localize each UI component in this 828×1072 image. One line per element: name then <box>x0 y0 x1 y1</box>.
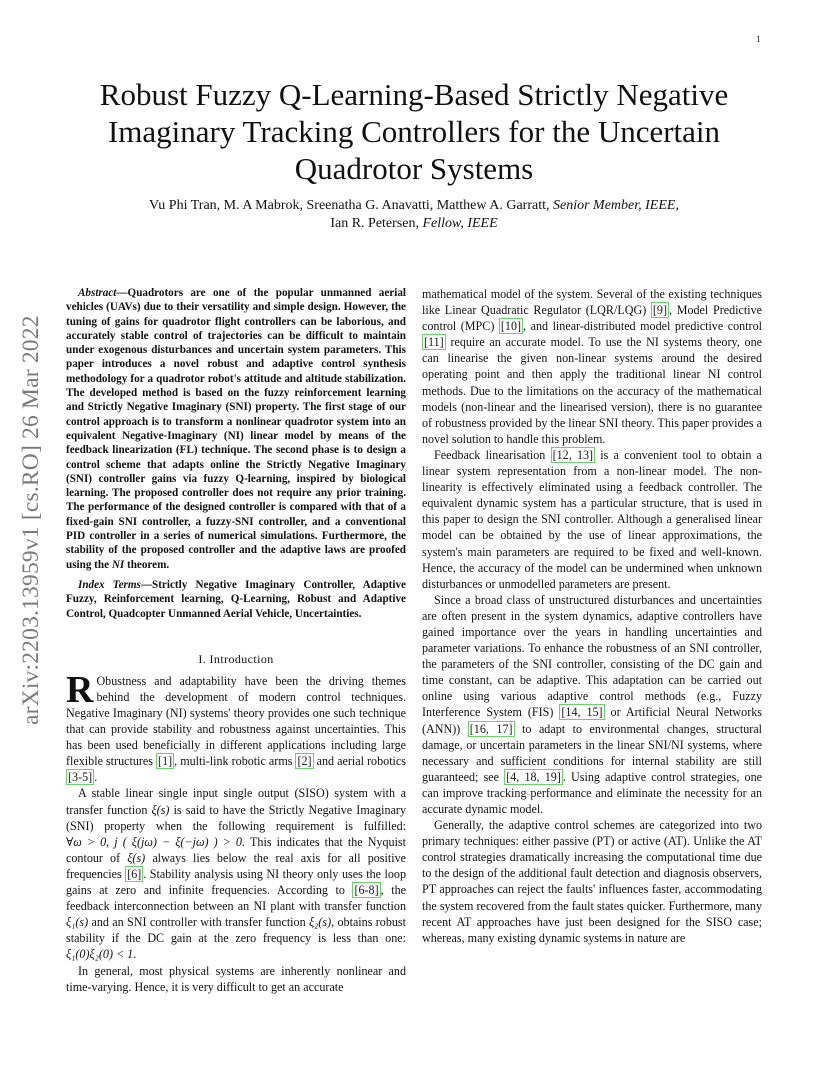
intro-paragraph-3: In general, most physical systems are inherently nonlinear and time-varying. Hence, it is very difficult to get an accurate <box>66 963 406 994</box>
drop-cap: R <box>66 668 94 711</box>
citation-link[interactable]: [6] <box>127 866 142 881</box>
left-column <box>66 286 406 995</box>
paper-title: Robust Fuzzy Q-Learning-Based Strictly Negative Imaginary Tracking Controllers for the Uncertain Quadrotor Systems <box>99 77 729 186</box>
math-inline: ξ(s) <box>127 850 146 865</box>
author-role-fellow: Fellow, IEEE <box>422 216 498 231</box>
math-inline: ξ(s) <box>151 802 170 817</box>
authors-line1: Vu Phi Tran, M. A Mabrok, Sreenatha G. Anavatti, Matthew A. Garratt, <box>149 198 553 213</box>
author-list <box>66 197 762 233</box>
citation-link[interactable]: [14, 15] <box>561 705 603 720</box>
citation-link[interactable]: [9] <box>652 303 668 318</box>
intro-paragraph-2: A stable linear single input single output (SISO) system with a transfer function ξ(s) is said to have the Strictly Negative Imaginary (SNI) property when the following requirement is fulfilled: ∀ω > 0, j ( ξ(jω) − ξ(−jω) ) > 0. This indicates that the Nyquist contour of ξ(s) always lies below the real axis for all positive frequencies [6] . Stability analysis using NI theory only uses the loop gains at zero and infinite frequencies. According to [6-8] , the feedback interconnection between an NI plant with transfer function ξ₁(s) and an SNI controller with transfer function ξ₂(s), obtains robust stability if the DC gain at the zero frequency is less than one: ξ₁(0)ξ₂(0) < 1. <box>66 786 407 962</box>
right-paragraph-4: Generally, the adaptive control schemes are categorized into two primary techniques: either passive (PT) or active (AT). Unlike the AT control strategies dramatically increasing the computational time due to the design of the additional fault detection and diagnosis observers, PT approaches can reject the faults' influences faster, accommodating the system recovered from the fault states quicker. Furthermore, many recent AT approaches have just been designed for the SISO case; whereas, many existing dynamic systems in nature are <box>422 818 762 945</box>
math-inline: ξ₂(s) <box>308 915 332 930</box>
math-inline: ξ₁(0)ξ₂(0) < 1 <box>66 947 134 962</box>
intro-paragraph-1: R Obustness and adaptability have been the driving themes behind the development of modern control techniques. Negative Imaginary (NI) systems' theory provides one such technique that can provide stability and robustness against uncertainties. This has been used beneficially in different applications including large flexible structures [1] , multi-link robotic arms [2] and aerial robotics [3-5] . <box>66 668 406 785</box>
citation-link[interactable]: [12, 13] <box>552 447 594 462</box>
right-column <box>422 286 762 946</box>
right-paragraph-3: Since a broad class of unstructured disturbances and uncertainties are often present in the system dynamics, adaptive controllers have gained importance over the years in handling uncertainties and parameter variations. To enhance the robustness of an SNI controller, the parameters of the SNI controller, consisting of the DC gain and time constant, can be adaptive. This adaptation can be carried out online using various adaptive control methods (e.g., Fuzzy Interference System (FIS) [14, 15] or Artificial Neural Networks (ANN)) [16, 17] to adapt to environmental changes, structural damage, or uncertain parameters in the linear SNI/NI systems, where necessary and sufficient conditions for internal stability are still guaranteed; see [4, 18, 19] . Using adaptive control strategies, one can improve tracking performance and eliminate the necessity for an accurate dynamic model. <box>422 592 762 816</box>
page-number: 1 <box>756 34 761 44</box>
citation-link[interactable]: [10] <box>500 319 522 334</box>
math-inline: ξ₁(s) <box>66 915 89 930</box>
authors-line2: Ian R. Petersen, <box>330 216 423 231</box>
abstract: Abstract—Quadrotors are one of the popular unmanned aerial vehicles (UAVs) due to their versatility and simple design. However, the tuning of gains for quadrotor flight controllers can be laborious, and accurately stable control of trajectories can be difficult to maintain under exogenous disturbances and uncertain system parameters. This paper introduces a novel robust and adaptive control synthesis methodology for a quadrotor robot's attitude and altitude stabilization. The developed method is based on the fuzzy reinforcement learning and Strictly Negative Imaginary (SNI) property. The first stage of our control approach is to transform a nonlinear quadrotor system into an equivalent Negative-Imaginary (NI) linear model by means of the feedback linearization (FL) technique. The second phase is to design a control scheme that adapts online the Strictly Negative Imaginary (SNI) controller gains via fuzzy Q-learning, inspired by biological learning. The proposed controller does not require any prior training. The performance of the designed controller is compared with that of a fixed-gain SNI controller, a fuzzy-SNI controller, and a conventional PID controller in a series of numerical simulations. Furthermore, the stability of the proposed controller and the adaptive laws are proofed using the NI theorem. <box>66 287 406 571</box>
right-paragraph-1: mathematical model of the system. Several of the existing techniques like Linear Quadratic Regulator (LQR/LQG) [9] , Model Predictive control (MPC) [10] , and linear-distributed model predictive control [11] require an accurate model. To use the NI systems theory, one can linearise the given non-linear systems around the desired operating point and then apply the traditional linear NI control methods. Due to the limitations on the accuracy of the mathematical models (non-linear and the linearised version), there is no guarantee of robustness provided by the linear SNI theory. This paper provides a novel solution to handle this problem. <box>422 287 762 446</box>
citation-link[interactable]: [16, 17] <box>469 721 513 736</box>
citation-link[interactable]: [11] <box>424 335 444 350</box>
right-paragraph-2: Feedback linearisation [12, 13] is a convenient tool to obtain a linear system representation from a non-linear model. The non-linearity is effectively eliminated using a feedback controller. The equivalent dynamic system has a particular structure, that is used in this paper to design the SNI controller. Although a generalised linear model can be obtained by the use of linear approximations, the system's main parameters are required to be fixed and well-known. Hence, the accuracy of the model can be undermined when unknown disturbances or unmodelled parameters are present. <box>422 447 762 591</box>
citation-link[interactable]: [6-8] <box>354 883 379 898</box>
sni-condition-formula: ∀ω > 0, j ( ξ(jω) − ξ(−jω) ) > 0. <box>66 834 245 849</box>
citation-link[interactable]: [2] <box>297 754 312 769</box>
citation-link[interactable]: [3-5] <box>68 770 93 785</box>
author-role-senior: Senior Member, IEEE, <box>552 198 679 213</box>
citation-link[interactable]: [4, 18, 19] <box>506 769 561 784</box>
abstract-label: Abstract <box>78 287 117 299</box>
arxiv-side-label: arXiv:2203.13959v1 [cs.RO] 26 Mar 2022 <box>18 315 44 726</box>
index-terms: Index Terms—Strictly Negative Imaginary Controller, Adaptive Fuzzy, Reinforcement learning, Q-Learning, Robust and Adaptive Control, Quadcopter Unmanned Aerial Vehicle, Uncertainties. <box>66 578 406 620</box>
citation-link[interactable]: [1] <box>158 754 173 769</box>
index-terms-label: Index Terms <box>78 578 141 591</box>
section-heading-introduction: I. Introduction <box>198 651 274 666</box>
